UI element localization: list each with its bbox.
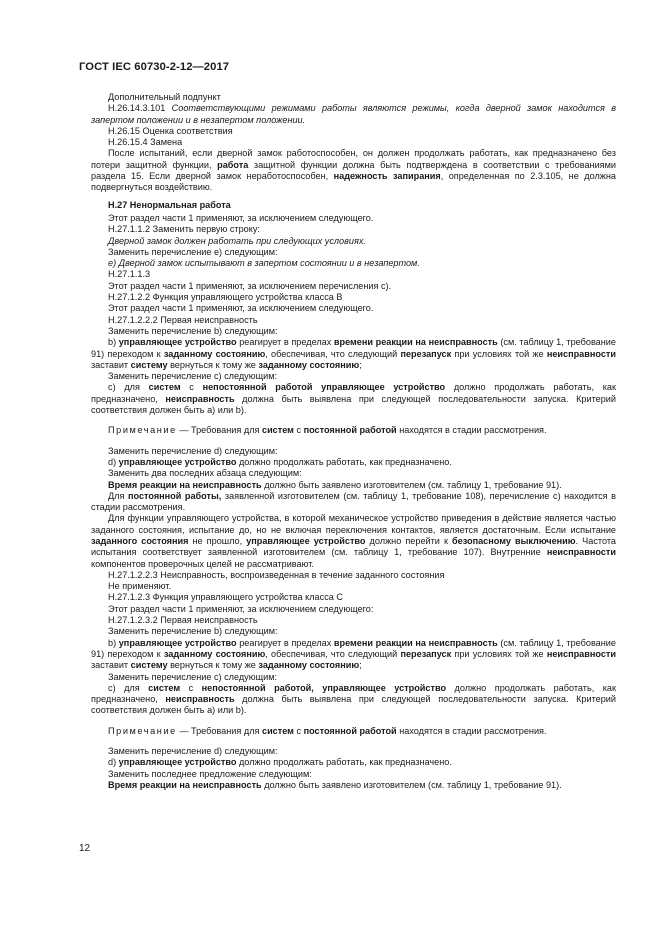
section-heading: Н.27 Ненормальная работа <box>108 199 231 210</box>
paragraph: Н.26.14.3.101 Соответствующими режимами работы являются режимы, когда дверной замок находится в запертом положении и в незапертом положении. <box>91 103 617 125</box>
paragraph: Этот раздел части 1 применяют, за исключением следующего. <box>108 212 374 223</box>
paragraph: Заменить перечисление с) следующим: <box>108 671 278 682</box>
paragraph: Заменить перечисление b) следующим: <box>108 626 278 637</box>
paragraph: Заменить перечисление с) следующим: <box>108 371 278 382</box>
paragraph: Не применяют. <box>108 581 171 592</box>
note: Примечание — Требования для систем с постоянной работой находятся в стадии рассмотрения. <box>108 425 547 436</box>
paragraph: Заменить перечисление b) следующим: <box>108 325 278 336</box>
paragraph: Заменить два последних абзаца следующим: <box>108 468 302 479</box>
list-item: d) управляющее устройство должно продолжать работать, как предназначено. <box>108 456 452 467</box>
paragraph: Н.26.15.4 Замена <box>108 137 183 148</box>
paragraph: Н.27.1.2.2.2 Первая неисправность <box>108 314 258 325</box>
paragraph: Заменить перечисление е) следующим: <box>108 246 278 257</box>
paragraph: Заменить перечисление d) следующим: <box>108 746 278 757</box>
list-item: d) управляющее устройство должно продолжать работать, как предназначено. <box>108 757 452 768</box>
paragraph: Н.27.1.2.2 Функция управляющего устройства класса В <box>108 292 343 303</box>
paragraph: Для постоянной работы, заявленной изготовителем (см. таблицу 1, требование 108), перечисление с) находится в стадии рассмотрения. <box>91 490 616 513</box>
list-item: b) управляющее устройство реагирует в пределах времени реакции на неисправность (см. таблицу 1, требование 91) переходом к заданному состоянию, обеспечивая, что следующий перезапуск при условиях той же неисправности заставит систему вернуться к тому же заданному состоянию; <box>91 637 616 671</box>
paragraph: Этот раздел части 1 применяют, за исключением следующего. <box>108 303 374 314</box>
note: Примечание — Требования для систем с постоянной работой находятся в стадии рассмотрения. <box>108 725 547 736</box>
paragraph: Н.27.1.2.3.2 Первая неисправность <box>108 615 258 626</box>
paragraph: Дверной замок должен работать при следующих условиях. <box>108 235 366 246</box>
paragraph: После испытаний, если дверной замок работоспособен, он должен продолжать работать, как предназначено без потери защитной функции, работа защитной функции должна быть подтверждена в соответствии с требованиями раздела 15. Если дверной замок неработоспособен, надежность запирания, определенная по 2.3.105, не должна подвергнуться воздействию. <box>91 148 616 193</box>
paragraph: Заменить последнее предложение следующим: <box>108 768 312 779</box>
paragraph: Н.27.1.1.2 Заменить первую строку: <box>108 224 260 235</box>
paragraph: Время реакции на неисправность должно быть заявлено изготовителем (см. таблицу 1, требование 91). <box>108 479 562 490</box>
list-item: b) управляющее устройство реагирует в пределах времени реакции на неисправность (см. таблицу 1, требование 91) переходом к заданному состоянию, обеспечивая, что следующий перезапуск при условиях той же неисправности заставит систему вернуться к тому же заданному состоянию; <box>91 337 616 370</box>
paragraph: е) Дверной замок испытывают в запертом состоянии и в незапертом. <box>108 258 420 269</box>
paragraph: Этот раздел части 1 применяют, за исключением следующего: <box>108 603 374 614</box>
paragraph: Н.26.15 Оценка соответствия <box>108 125 233 136</box>
paragraph: Дополнительный подпункт <box>108 92 221 102</box>
paragraph: Этот раздел части 1 применяют, за исключением перечисления с). <box>108 280 392 291</box>
document-body <box>91 92 616 791</box>
paragraph: Время реакции на неисправность должно быть заявлено изготовителем (см. таблицу 1, требование 91). <box>108 779 562 790</box>
list-item: с) для систем с непостоянной работой управляющее устройство должно продолжать работать, как предназначено, неисправность должна быть выявлена при следующей последовательности запуска. Критерий соответствия должен быть а) или b). <box>91 382 616 416</box>
paragraph: Н.27.1.1.3 <box>108 269 151 280</box>
paragraph: Н.27.1.2.2.3 Неисправность, воспроизведенная в течение заданного состояния <box>108 569 445 580</box>
list-item: с) для систем с непостоянной работой, управляющее устройство должно продолжать работать, как предназначено, неисправность должна быть выявлена при следующей последовательности запуска. Критерий соответствия должен быть а) или b). <box>91 682 616 716</box>
paragraph: Н.27.1.2.3 Функция управляющего устройства класса С <box>108 592 343 603</box>
page-number: 12 <box>79 843 91 854</box>
paragraph: Для функции управляющего устройства, в которой механическое устройство приведения в действие является частью заданного состояния, испытание до, но не включая переключения контактов, является достаточным. Если испытание заданного состояния не прошло, управляющее устройство должно перейти к безопасному выключению. Частота испытания соответствует заявленной изготовителем (см. таблицу 1, требование 107). Внутренние неисправности компонентов проверочных целей не рассматривают. <box>91 513 617 569</box>
document-header: ГОСТ IEC 60730-2-12—2017 <box>79 61 230 73</box>
paragraph: Заменить перечисление d) следующим: <box>108 445 278 456</box>
